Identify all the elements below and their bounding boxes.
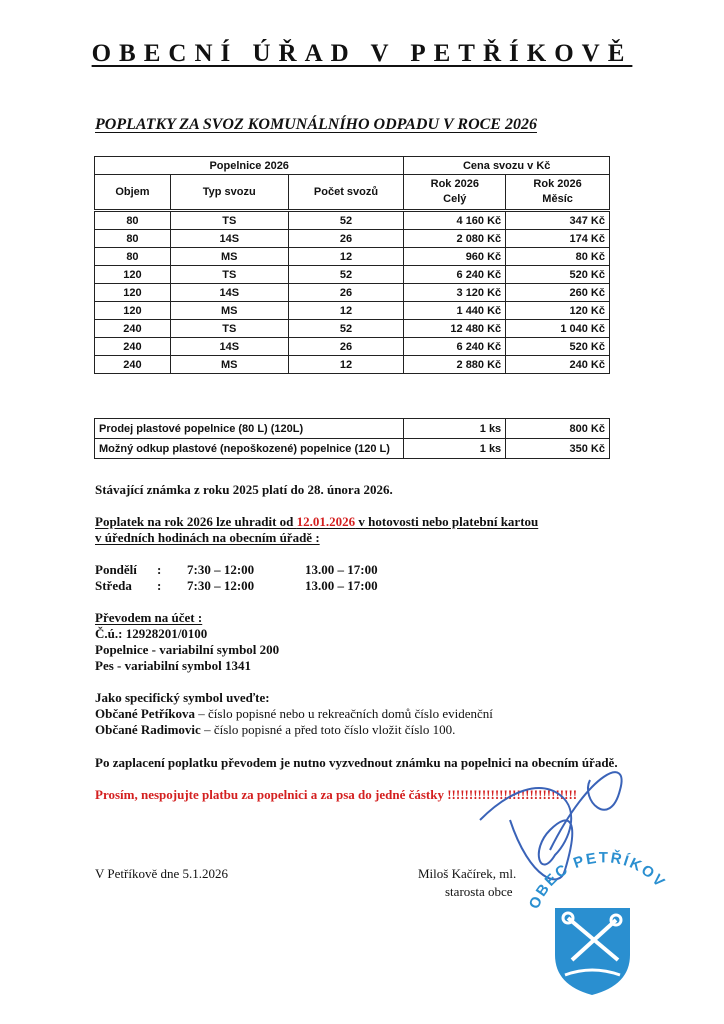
- col-header-year-line1: Rok 2026: [430, 178, 479, 190]
- hours-day: Pondělí: [95, 562, 137, 577]
- sales-price: 350 Kč: [506, 439, 610, 459]
- col-header-year-line2: Celý: [443, 193, 467, 205]
- cell-volume: 120: [95, 266, 171, 284]
- table-row: [95, 356, 610, 374]
- hours-day: Středa: [95, 578, 132, 593]
- payment-start-date: 12.01.2026: [296, 514, 356, 529]
- col-header-type: Typ svozu: [170, 175, 288, 211]
- payment-warning: Prosím, nespojujte platbu za popelnici a za psa do jedné částky !!!!!!!!!!!!!!!!!!!!!!!!!!!!!!: [95, 787, 578, 802]
- cell-count: 12: [288, 356, 404, 374]
- official-stamp: [470, 760, 700, 1010]
- cell-month-price: 260 Kč: [506, 284, 610, 302]
- cell-type: MS: [170, 302, 288, 320]
- sticker-validity-note: Stávající známka z roku 2025 platí do 28. února 2026.: [95, 482, 393, 497]
- cell-count: 26: [288, 284, 404, 302]
- cell-year-price: 3 120 Kč: [404, 284, 506, 302]
- table-row: [95, 439, 610, 459]
- hours-afternoon: 13.00 – 17:00: [305, 562, 378, 577]
- vs-dog: Pes - variabilní symbol 1341: [95, 658, 252, 673]
- cell-type: 14S: [170, 230, 288, 248]
- cell-count: 12: [288, 302, 404, 320]
- signature-flourish-icon: [550, 772, 622, 850]
- group-header-price: Cena svozu v Kč: [404, 157, 610, 175]
- col-header-month-line1: Rok 2026: [533, 178, 582, 190]
- office-hours: [95, 562, 378, 594]
- hours-morning: 7:30 – 12:00: [187, 578, 255, 593]
- table-row: [95, 419, 610, 439]
- hours-afternoon: 13.00 – 17:00: [305, 578, 378, 593]
- transfer-heading: Převodem na účet :: [95, 610, 203, 625]
- cell-month-price: 80 Kč: [506, 248, 610, 266]
- payment-info-part2: v hotovosti nebo platební kartou: [355, 514, 539, 529]
- cell-year-price: 6 240 Kč: [404, 338, 506, 356]
- cell-month-price: 120 Kč: [506, 302, 610, 320]
- ss-petrikov-text: – číslo popisné nebo u rekreačních domů číslo evidenční: [195, 706, 493, 721]
- cell-year-price: 2 080 Kč: [404, 230, 506, 248]
- sales-price: 800 Kč: [506, 419, 610, 439]
- hours-sep: :: [157, 562, 162, 577]
- page-title: OBECNÍ ÚŘAD V PETŘÍKOVĚ: [91, 40, 633, 67]
- col-header-month-line2: Měsíc: [542, 193, 573, 205]
- cell-count: 52: [288, 266, 404, 284]
- payment-info: [95, 514, 538, 546]
- fee-table-body: [95, 211, 610, 374]
- ss-radimovic-text: – číslo popisné a před toto číslo vložit číslo 100.: [200, 722, 456, 737]
- page-subtitle: POPLATKY ZA SVOZ KOMUNÁLNÍHO ODPADU V ROCE 2026: [95, 116, 537, 133]
- cell-month-price: 520 Kč: [506, 266, 610, 284]
- cell-month-price: 520 Kč: [506, 338, 610, 356]
- cell-month-price: 174 Kč: [506, 230, 610, 248]
- table-row: [95, 248, 610, 266]
- cell-volume: 80: [95, 211, 171, 230]
- signer-name: Miloš Kačírek, ml.: [418, 866, 517, 881]
- table-row: [95, 266, 610, 284]
- signer-role: starosta obce: [445, 884, 513, 899]
- ss-radimovic-label: Občané Radimovic: [95, 722, 201, 737]
- table-row: [95, 338, 610, 356]
- cell-count: 26: [288, 338, 404, 356]
- cell-volume: 240: [95, 356, 171, 374]
- cell-volume: 120: [95, 302, 171, 320]
- payment-info-line2: v úředních hodinách na obecním úřadě :: [95, 530, 320, 545]
- sales-item: Prodej plastové popelnice (80 L) (120L): [95, 419, 404, 439]
- cell-month-price: 240 Kč: [506, 356, 610, 374]
- cell-type: 14S: [170, 284, 288, 302]
- cell-volume: 80: [95, 230, 171, 248]
- table-row: [95, 284, 610, 302]
- specific-symbol-block: [95, 690, 493, 738]
- cell-count: 12: [288, 248, 404, 266]
- cell-month-price: 347 Kč: [506, 211, 610, 230]
- hours-morning: 7:30 – 12:00: [187, 562, 255, 577]
- ss-radimovic: [95, 722, 493, 738]
- sales-qty: 1 ks: [404, 419, 506, 439]
- ss-petrikov: [95, 706, 493, 722]
- ss-petrikov-label: Občané Petříkova: [95, 706, 196, 721]
- office-hours-row: [95, 578, 378, 594]
- col-header-year: [404, 175, 506, 211]
- cell-type: TS: [170, 320, 288, 338]
- payment-info-part1: Poplatek na rok 2026 lze uhradit od: [95, 514, 297, 529]
- sales-item: Možný odkup plastové (nepoškozené) popelnice (120 L): [95, 439, 404, 459]
- table-row: [95, 230, 610, 248]
- stamp-text: OBEC PETŘÍKOV: [525, 849, 670, 912]
- fee-table: [94, 156, 610, 374]
- cell-volume: 240: [95, 320, 171, 338]
- cell-year-price: 6 240 Kč: [404, 266, 506, 284]
- col-header-volume: Objem: [95, 175, 171, 211]
- cell-year-price: 1 440 Kč: [404, 302, 506, 320]
- cell-volume: 120: [95, 284, 171, 302]
- cell-year-price: 4 160 Kč: [404, 211, 506, 230]
- cell-type: MS: [170, 356, 288, 374]
- bank-transfer-block: [95, 610, 279, 674]
- cell-count: 52: [288, 320, 404, 338]
- group-header-bins: Popelnice 2026: [95, 157, 404, 175]
- sales-table: [94, 418, 610, 459]
- table-row: [95, 320, 610, 338]
- place-date: V Petříkově dne 5.1.2026: [95, 866, 228, 881]
- cell-volume: 80: [95, 248, 171, 266]
- sticker-pickup-note: Po zaplacení poplatku převodem je nutno vyzvednout známku na popelnici na obecním úřadě.: [95, 755, 618, 770]
- cell-count: 52: [288, 211, 404, 230]
- col-header-month: [506, 175, 610, 211]
- ss-heading: Jako specifický symbol uveďte:: [95, 690, 270, 705]
- cell-month-price: 1 040 Kč: [506, 320, 610, 338]
- cell-type: TS: [170, 266, 288, 284]
- cell-type: TS: [170, 211, 288, 230]
- table-row: [95, 302, 610, 320]
- col-header-count: Počet svozů: [288, 175, 404, 211]
- vs-bin: Popelnice - variabilní symbol 200: [95, 642, 280, 657]
- office-hours-row: [95, 562, 378, 578]
- cell-type: 14S: [170, 338, 288, 356]
- cell-year-price: 2 880 Kč: [404, 356, 506, 374]
- account-number: Č.ú.: 12928201/0100: [95, 626, 208, 641]
- cell-volume: 240: [95, 338, 171, 356]
- sales-qty: 1 ks: [404, 439, 506, 459]
- cell-year-price: 960 Kč: [404, 248, 506, 266]
- cell-count: 26: [288, 230, 404, 248]
- cell-type: MS: [170, 248, 288, 266]
- cell-year-price: 12 480 Kč: [404, 320, 506, 338]
- hours-sep: :: [157, 578, 162, 593]
- table-row: [95, 211, 610, 230]
